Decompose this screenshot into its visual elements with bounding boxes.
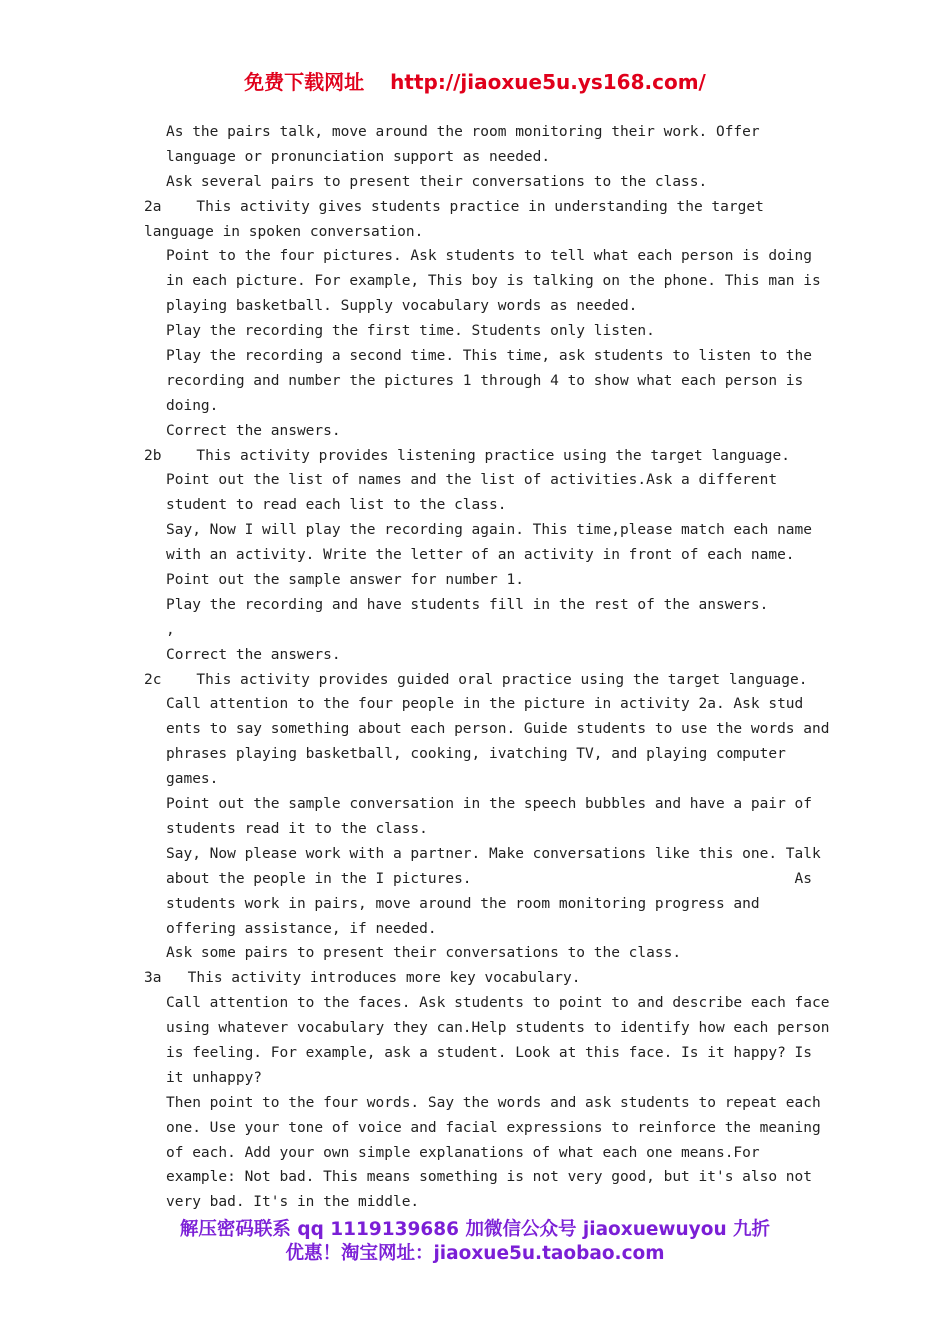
text-line: students read it to the class. xyxy=(166,820,428,837)
text-line: Point out the sample answer for number 1. xyxy=(166,572,524,589)
text-line: one. Use your tone of voice and facial expressions to reinforce the meaning xyxy=(166,1119,821,1136)
text-line: phrases playing basketball, cooking, ivatching TV, and playing computer xyxy=(166,746,786,763)
text-line: very bad. It's in the middle. xyxy=(166,1194,420,1211)
text-line: Point out the list of names and the list of activities.Ask a different xyxy=(166,472,778,489)
text-line: Ask some pairs to present their conversations to the class. xyxy=(166,945,682,962)
page-header xyxy=(0,66,950,95)
text-line: ents to say something about each person. Guide students to use the words and xyxy=(166,721,830,738)
text-line: Correct the answers. xyxy=(166,422,341,439)
text-line: 2b This activity provides listening practice using the target language. xyxy=(144,447,791,464)
text-line: Play the recording the first time. Students only listen. xyxy=(166,323,655,340)
text-line: language in spoken conversation. xyxy=(144,223,424,240)
text-line: Play the recording and have students fill in the rest of the answers. xyxy=(166,596,769,613)
text-line: it unhappy? xyxy=(166,1069,263,1086)
text-line: 3a This activity introduces more key vocabulary. xyxy=(144,970,581,987)
text-line: recording and number the pictures 1 through 4 to show what each person is xyxy=(166,372,804,389)
text-line: about the people in the I pictures. As xyxy=(166,870,813,887)
text-line: with an activity. Write the letter of an activity in front of each name. xyxy=(166,547,795,564)
text-line: games. xyxy=(166,771,219,788)
text-line: language or pronunciation support as needed. xyxy=(166,148,551,165)
text-line: using whatever vocabulary they can.Help students to identify how each person xyxy=(166,1020,830,1037)
text-line: doing. xyxy=(166,397,219,414)
text-line: Point to the four pictures. Ask students to tell what each person is doing xyxy=(166,248,813,265)
text-line: As the pairs talk, move around the room monitoring their work. Offer xyxy=(166,124,760,140)
text-line: in each picture. For example, This boy is talking on the phone. This man is xyxy=(166,273,821,290)
text-line: of each. Add your own simple explanations of what each one means.For xyxy=(166,1144,760,1161)
text-line: Point out the sample conversation in the speech bubbles and have a pair of xyxy=(166,796,813,813)
header-url-link[interactable]: http://jiaoxue5u.ys168.com/ xyxy=(390,70,706,94)
text-line: offering assistance, if needed. xyxy=(166,920,437,937)
text-line: Say, Now I will play the recording again. This time,please match each name xyxy=(166,522,813,539)
text-line: Call attention to the faces. Ask students to point to and describe each face xyxy=(166,995,830,1012)
text-line: Call attention to the four people in the picture in activity 2a. Ask stud xyxy=(166,696,804,713)
text-line: Correct the answers. xyxy=(166,646,341,663)
header-label: 免费下载网址 xyxy=(244,70,365,94)
text-line: 2c This activity provides guided oral practice using the target language. xyxy=(144,671,808,688)
page-footer xyxy=(0,1218,950,1266)
text-line: Then point to the four words. Say the words and ask students to repeat each xyxy=(166,1094,821,1111)
text-line: is feeling. For example, ask a student. Look at this face. Is it happy? Is xyxy=(166,1044,813,1061)
text-line: Play the recording a second time. This time, ask students to listen to the xyxy=(166,348,813,365)
text-line: Ask several pairs to present their conversations to the class. xyxy=(166,173,708,190)
text-line: student to read each list to the class. xyxy=(166,497,507,514)
text-line: , xyxy=(166,621,175,638)
document-body xyxy=(144,120,830,1215)
text-line: 2a This activity gives students practice in understanding the target xyxy=(144,198,764,215)
text-line: Say, Now please work with a partner. Make conversations like this one. Talk xyxy=(166,845,821,862)
text-line: example: Not bad. This means something is not very good, but it's also not xyxy=(166,1169,813,1186)
footer-line-1: 解压密码联系 qq 1119139686 加微信公众号 jiaoxuewuyou 九折 xyxy=(179,1219,771,1240)
text-line: students work in pairs, move around the room monitoring progress and xyxy=(166,895,760,912)
text-line: playing basketball. Supply vocabulary words as needed. xyxy=(166,298,638,315)
footer-line-2: 优惠！淘宝网址：jiaoxue5u.taobao.com xyxy=(285,1243,665,1264)
